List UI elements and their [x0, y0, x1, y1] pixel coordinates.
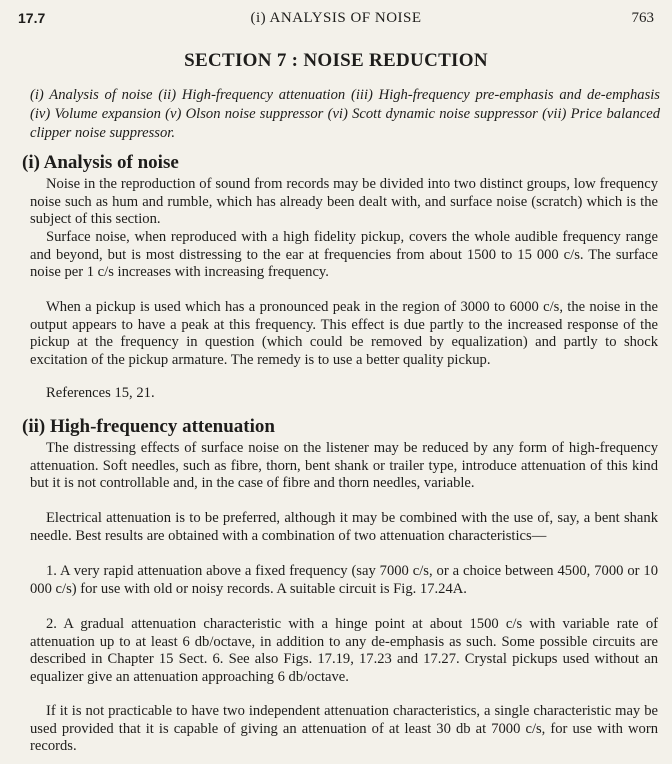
paragraph: The distressing effects of surface noise on the listener may be reduced by any form of high-frequency attenuation. Soft needles, such as fibre, thorn, bent shank or trailer type, introduce attenuation of this kind but it is not controllable and, in the case of fibre and thorn needles, variable. [30, 440, 658, 491]
list-item: 1. A very rapid attenuation above a fixed frequency (say 7000 c/s, or a choice between 4500, 7000 or 10 000 c/s) for use with old or noisy records. A suitable circuit is Fig. 17.24A. [30, 563, 658, 597]
chapter-number: 17.7 [18, 10, 46, 26]
running-title: (i) ANALYSIS OF NOISE [250, 10, 422, 26]
page-number: 763 [631, 10, 654, 26]
subsection-heading-analysis: (i) Analysis of noise [22, 152, 179, 173]
paragraph: Surface noise, when reproduced with a high fidelity pickup, covers the whole audible frequency range and beyond, but is most distressing to the ear at frequencies from about 1500 to 15 000 c/s. The surface noise per 1 c/s increases with increasing frequency. [30, 229, 658, 280]
paragraph: Electrical attenuation is to be preferred, although it may be combined with the use of, say, a bent shank needle. Best results are obtained with a combination of two attenuation characteristics— [30, 510, 658, 544]
section-title: SECTION 7 : NOISE REDUCTION [184, 50, 488, 71]
paragraph: Noise in the reproduction of sound from records may be divided into two distinct groups, low frequency noise such as hum and rumble, which has already been dealt with, and surface noise (scratch) which is the subject of this section. [30, 176, 658, 227]
paragraph: When a pickup is used which has a pronounced peak in the region of 3000 to 6000 c/s, the noise in the output appears to have a peak at this frequency. This effect is due partly to the increased response of the pickup at the frequency in question (which could be removed by equalization) and partly to shock excitation of the pickup armature. The remedy is to use a better quality pickup. [30, 299, 658, 368]
subsection-heading-hf-attenuation: (ii) High-frequency attenuation [22, 416, 275, 437]
section-contents-line: (i) Analysis of noise (ii) High-frequency attenuation (iii) High-frequency pre-emphasis and de-emphasis (iv) Volume expansion (v) Olson noise suppressor (vi) Scott dynamic noise suppressor (vii) Price balanced clipper noise suppressor. [30, 87, 660, 141]
list-item: 2. A gradual attenuation characteristic with a hinge point at about 1500 c/s with variable rate of attenuation up to at least 6 db/octave, in addition to any de-emphasis as such. Some possible circuits are described in Chapter 15 Sect. 6. See also Figs. 17.19, 17.23 and 17.27. Crystal pickups used without an equalizer give an attenuation approaching 6 db/octave. [30, 616, 658, 685]
paragraph: If it is not practicable to have two independent attenuation characteristics, a single characteristic may be used provided that it is capable of giving an attenuation of at least 30 db at 7000 c/s, for use with worn records. [30, 703, 658, 754]
paragraph-references: References 15, 21. [46, 385, 155, 401]
